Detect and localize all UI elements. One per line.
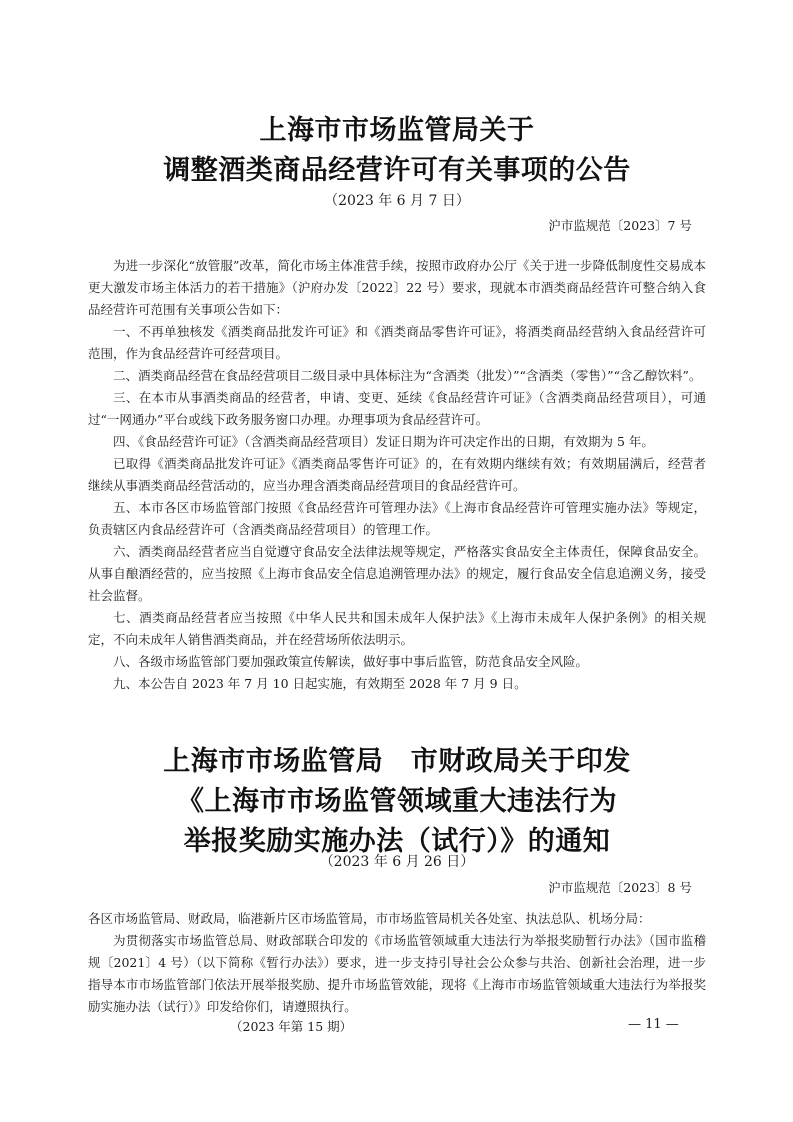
notice1-paragraph: 七、酒类商品经营者应当按照《中华人民共和国未成年人保护法》《上海市未成年人保护条例》的相关规定，不向未成年人销售酒类商品，并在经营场所依法明示。 bbox=[88, 610, 706, 647]
notice2-paragraph: 为贯彻落实市场监管总局、财政部联合印发的《市场监管领域重大违法行为举报奖励暂行办法》（国市监稽规〔2021〕4 号）（以下简称《暂行办法》）要求，进一步支持引导社会公众参与共治、创新社会治理，进一步指导本市市场监管部门依法开展举报奖励、提升市场监管效能，现将《上海市市场监管领域重大违法行为举报奖励实施办法（试行）》印发给你们，请遵照执行。 bbox=[88, 933, 706, 1014]
notice1-paragraph: 三、在本市从事酒类商品的经营者，申请、变更、延续《食品经营许可证》（含酒类商品经营项目），可通过“一网通办”平台或线下政务服务窗口办理。办理事项为食品经营许可。 bbox=[88, 390, 706, 427]
notice2-date: （2023 年 6 月 26 日） bbox=[319, 854, 475, 870]
notice2-title-line1: 上海市市场监管局 市财政局关于印发 bbox=[163, 746, 631, 777]
notice1-doc-number: 沪市监规范〔2023〕7 号 bbox=[548, 218, 692, 233]
notice2-doc-number: 沪市监规范〔2023〕8 号 bbox=[548, 880, 692, 895]
notice1-paragraph: 一、不再单独核发《酒类商品批发许可证》和《酒类商品零售许可证》，将酒类商品经营纳入食品经营许可范围，作为食品经营许可经营项目。 bbox=[88, 324, 706, 361]
notice1-paragraph: 九、本公告自 2023 年 7 月 10 日起实施，有效期至 2028 年 7 月 9 日。 bbox=[113, 676, 527, 691]
notice1-paragraph: 五、本市各区市场监管部门按照《食品经营许可管理办法》《上海市食品经营许可管理实施办法》等规定，负责辖区内食品经营许可（含酒类商品经营项目）的管理工作。 bbox=[88, 500, 706, 537]
notice1-body bbox=[88, 255, 706, 695]
notice2-addressee: 各区市场监管局、财政局，临港新片区市场监管局，市市场监管局机关各处室、执法总队、机场分局： bbox=[88, 911, 651, 926]
notice2-body bbox=[88, 908, 706, 1018]
document-page bbox=[88, 0, 706, 1122]
notice1-title-line2: 调整酒类商品经营许可有关事项的公告 bbox=[163, 155, 631, 186]
notice1-paragraph: 四、《食品经营许可证》（含酒类商品经营项目）发证日期为许可决定作出的日期，有效期为 5 年。 bbox=[113, 434, 654, 449]
notice2-title-line2: 《上海市市场监管领域重大违法行为 bbox=[177, 786, 617, 817]
notice1-title-line1: 上海市市场监管局关于 bbox=[259, 115, 535, 146]
notice1-paragraph: 二、酒类商品经营在食品经营项目二级目录中具体标注为“含酒类（批发）”“含酒类（零售）”“含乙醇饮料”。 bbox=[113, 368, 702, 383]
footer-issue: （2023 年第 15 期） bbox=[230, 1019, 353, 1034]
notice1-date: （2023 年 6 月 7 日） bbox=[324, 193, 470, 209]
notice1-paragraph: 已取得《酒类商品批发许可证》《酒类商品零售许可证》的，在有效期内继续有效；有效期届满后，经营者继续从事酒类商品经营活动的，应当办理含酒类商品经营项目的食品经营许可。 bbox=[88, 456, 706, 493]
page-number: — 11 — bbox=[628, 1017, 679, 1032]
notice1-paragraph: 六、酒类商品经营者应当自觉遵守食品安全法律法规等规定，严格落实食品安全主体责任，保障食品安全。从事自酿酒经营的，应当按照《上海市食品安全信息追溯管理办法》的规定，履行食品安全信息追溯义务，接受社会监督。 bbox=[88, 544, 706, 603]
notice2-title bbox=[88, 742, 706, 862]
notice1-title bbox=[88, 111, 706, 191]
notice1-paragraph: 为进一步深化“放管服”改革，简化市场主体准营手续，按照市政府办公厅《关于进一步降低制度性交易成本更大激发市场主体活力的若干措施》（沪府办发〔2022〕22 号）要求，现就本市酒类商品经营许可整合纳入食品经营许可范围有关事项公告如下： bbox=[88, 258, 706, 317]
notice1-paragraph: 八、各级市场监管部门要加强政策宣传解读，做好事中事后监管，防范食品安全风险。 bbox=[113, 654, 589, 669]
notice2-title-line3: 举报奖励实施办法（试行）》的通知 bbox=[183, 826, 611, 857]
